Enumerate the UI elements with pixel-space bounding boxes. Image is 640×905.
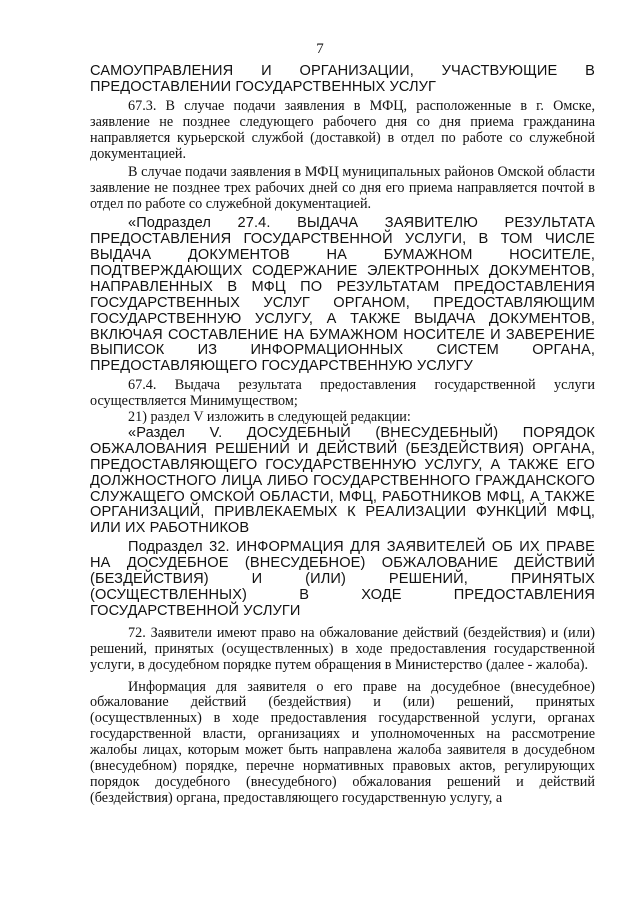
paragraph-67-4: 67.4. Выдача результата предоставления государственной услуги осуществляется Минимуществом;: [90, 377, 595, 410]
paragraph-info: Информация для заявителя о его праве на досудебное (внесудебное) обжалование действий (бездействия) и (или) решений, принятых (осуществленных) в ходе предоставления государственной услуги, органах государственной власти, организациях и уполномоченных на рассмотрение жалобы лицах, которым может быть направлена жалоба заявителя в досудебном (внесудебном) порядке, перечне нормативных правовых актов, регулирующих порядок досудебного (внесудебного) обжалования решений и действий (бездействия) органа, предоставляющего государственную услугу, а: [90, 678, 595, 806]
paragraph-21: 21) раздел V изложить в следующей редакции:: [128, 409, 411, 426]
subsection-27-4-heading: [90, 216, 595, 375]
subsection-32-prefix: Подраздел 32.: [128, 539, 230, 556]
subsection-32-heading: [90, 540, 595, 620]
paragraph-mfc-districts: В случае подачи заявления в МФЦ муниципальных районов Омской области заявление не позднее трех рабочих дней со дня его приема направляется почтой в отдел по работе со служебной документацией.: [90, 164, 595, 213]
subsection-32-title: ИНФОРМАЦИЯ ДЛЯ ЗАЯВИТЕЛЕЙ ОБ ИХ ПРАВЕ НА ДОСУДЕБНОЕ (ВНЕСУДЕБНОЕ) ОБЖАЛОВАНИЕ ДЕЙСТВИЙ (БЕЗДЕЙСТВИЯ) И (ИЛИ) РЕШЕНИЙ, ПРИНЯТЫХ (ОСУЩЕСТВЛЕННЫХ) В ХОДЕ ПРЕДОСТАВЛЕНИЯ ГОСУДАРСТВЕННОЙ УСЛУГИ: [90, 539, 595, 619]
paragraph-72: 72. Заявители имеют право на обжалование действий (бездействия) и (или) решений, принятых (осуществленных) в ходе предоставления государственной услуги, в досудебном порядке путем обращения в Министерство (далее - жалоба).: [90, 624, 595, 673]
section-v-heading: [90, 426, 595, 537]
section-v-title: ДОСУДЕБНЫЙ (ВНЕСУДЕБНЫЙ) ПОРЯДОК ОБЖАЛОВАНИЯ РЕШЕНИЙ И ДЕЙСТВИЙ (БЕЗДЕЙСТВИЯ) ОРГАНА, ПРЕДОСТАВЛЯЮЩЕГО ГОСУДАРСТВЕННУЮ УСЛУГУ, А ТАКЖЕ ЕГО ДОЛЖНОСТНОГО ЛИЦА ЛИБО ГОСУДАРСТВЕННОГО ГРАЖДАНСКОГО СЛУЖАЩЕГО ОМСКОЙ ОБЛАСТИ, МФЦ, РАБОТНИКОВ МФЦ, А ТАКЖЕ ОРГАНИЗАЦИЙ, ПРИВЛЕКАЕМЫХ К РЕАЛИЗАЦИИ ФУНКЦИЙ МФЦ, ИЛИ ИХ РАБОТНИКОВ: [90, 424, 595, 537]
document-body: [90, 64, 595, 807]
page-number: 7: [316, 41, 324, 57]
subsection-27-4-prefix: «Подраздел 27.4.: [128, 215, 271, 232]
paragraph-67-3: 67.3. В случае подачи заявления в МФЦ, расположенные в г. Омске, заявление не позднее следующего рабочего дня со дня приема гражданина направляется курьерской службой (доставкой) в отдел по работе со служебной документацией.: [90, 97, 595, 162]
section-v-prefix: «Раздел V.: [128, 424, 223, 441]
subsection-27-4-title: ВЫДАЧА ЗАЯВИТЕЛЮ РЕЗУЛЬТАТА ПРЕДОСТАВЛЕНИЯ ГОСУДАРСТВЕННОЙ УСЛУГИ, В ТОМ ЧИСЛЕ ВЫДАЧА ДОКУМЕНТОВ НА БУМАЖНОМ НОСИТЕЛЕ, ПОДТВЕРЖДАЮЩИХ СОДЕРЖАНИЕ ЭЛЕКТРОННЫХ ДОКУМЕНТОВ, НАПРАВЛЕННЫХ В МФЦ ПО РЕЗУЛЬТАТАМ ПРЕДОСТАВЛЕНИЯ ГОСУДАРСТВЕННЫХ УСЛУГ ОРГАНОМ, ПРЕДОСТАВЛЯЮЩИМ ГОСУДАРСТВЕННУЮ УСЛУГУ, А ТАКЖЕ ВЫДАЧА ДОКУМЕНТОВ, ВКЛЮЧАЯ СОСТАВЛЕНИЕ НА БУМАЖНОМ НОСИТЕЛЕ И ЗАВЕРЕНИЕ ВЫПИСОК ИЗ ИНФОРМАЦИОННЫХ СИСТЕМ ОРГАНА, ПРЕДОСТАВЛЯЮЩЕГО ГОСУДАРСТВЕННУЮ УСЛУГУ: [90, 215, 595, 375]
caption-continuation: САМОУПРАВЛЕНИЯ И ОРГАНИЗАЦИИ, УЧАСТВУЮЩИЕ В ПРЕДОСТАВЛЕНИИ ГОСУДАРСТВЕННЫХ УСЛУГ: [90, 63, 595, 95]
